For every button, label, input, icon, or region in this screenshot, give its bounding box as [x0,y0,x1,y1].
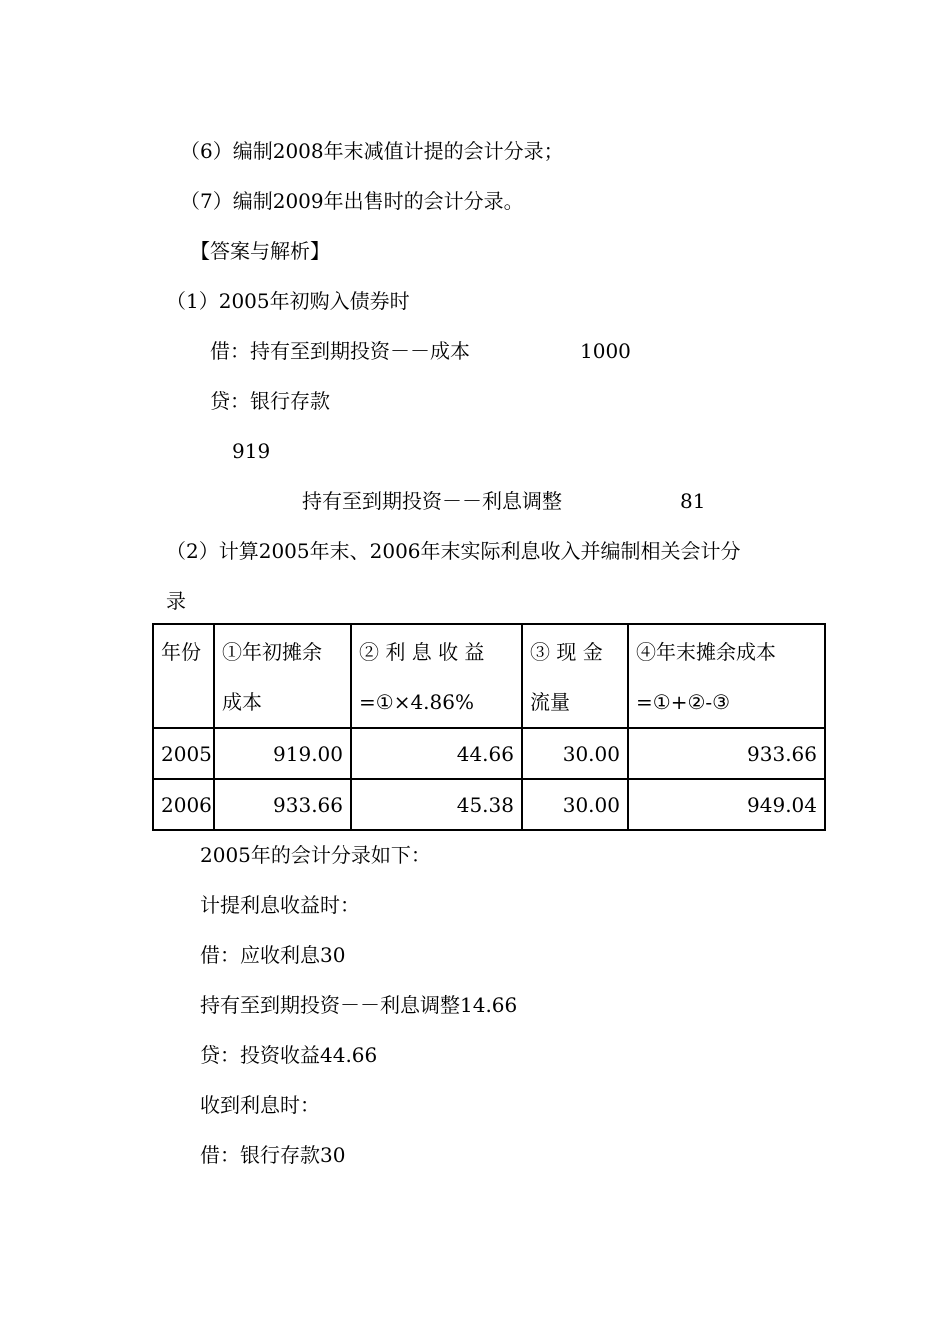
amortization-table [152,623,826,831]
cell-opening-cost: 933.66 [214,779,351,830]
header-opening-cost: ①年初摊余 成本 [214,624,351,728]
table-header-row [153,624,825,728]
cell-year: 2005 [153,728,214,779]
section2-line2: 录 [166,589,186,613]
header-year: 年份 [153,624,214,728]
entry1-credit2-amount: 81 [680,489,706,513]
header-closing-cost: ④年末摊余成本 =①+②-③ [628,624,825,728]
entry2-debit2: 持有至到期投资－－利息调整14.66 [200,993,518,1017]
table-row [153,728,825,779]
cell-closing-cost: 933.66 [628,728,825,779]
cell-interest-income: 44.66 [351,728,522,779]
cell-opening-cost: 919.00 [214,728,351,779]
cell-cash-flow: 30.00 [522,779,628,830]
header-interest-income: ② 利 息 收 益 =①×4.86% [351,624,522,728]
answer-heading: 【答案与解析】 [190,239,330,263]
cell-closing-cost: 949.04 [628,779,825,830]
entry2-debit: 借：应收利息30 [200,943,346,967]
question-7: （7）编制2009年出售时的会计分录。 [180,189,524,213]
entry1-debit-amount: 1000 [580,339,631,363]
cell-year: 2006 [153,779,214,830]
entries-2005-heading: 2005年的会计分录如下： [200,843,431,867]
cell-interest-income: 45.38 [351,779,522,830]
section2-line1: （2）计算2005年末、2006年末实际利息收入并编制相关会计分 [166,539,741,563]
entry3-debit: 借：银行存款30 [200,1143,346,1167]
entry1-debit-label: 借：持有至到期投资－－成本 [210,339,470,363]
receive-interest-heading: 收到利息时： [200,1093,320,1117]
answer-1-heading: （1）2005年初购入债券时 [166,289,410,313]
accrue-interest-heading: 计提利息收益时： [200,893,360,917]
header-cash-flow: ③ 现 金 流量 [522,624,628,728]
entry2-credit: 贷：投资收益44.66 [200,1043,378,1067]
entry1-credit-amount: 919 [232,439,271,463]
table-row [153,779,825,830]
entry1-credit-label: 贷：银行存款 [210,389,330,413]
cell-cash-flow: 30.00 [522,728,628,779]
question-6: （6）编制2008年末减值计提的会计分录； [180,139,564,163]
entry1-credit2-label: 持有至到期投资－－利息调整 [302,489,562,513]
